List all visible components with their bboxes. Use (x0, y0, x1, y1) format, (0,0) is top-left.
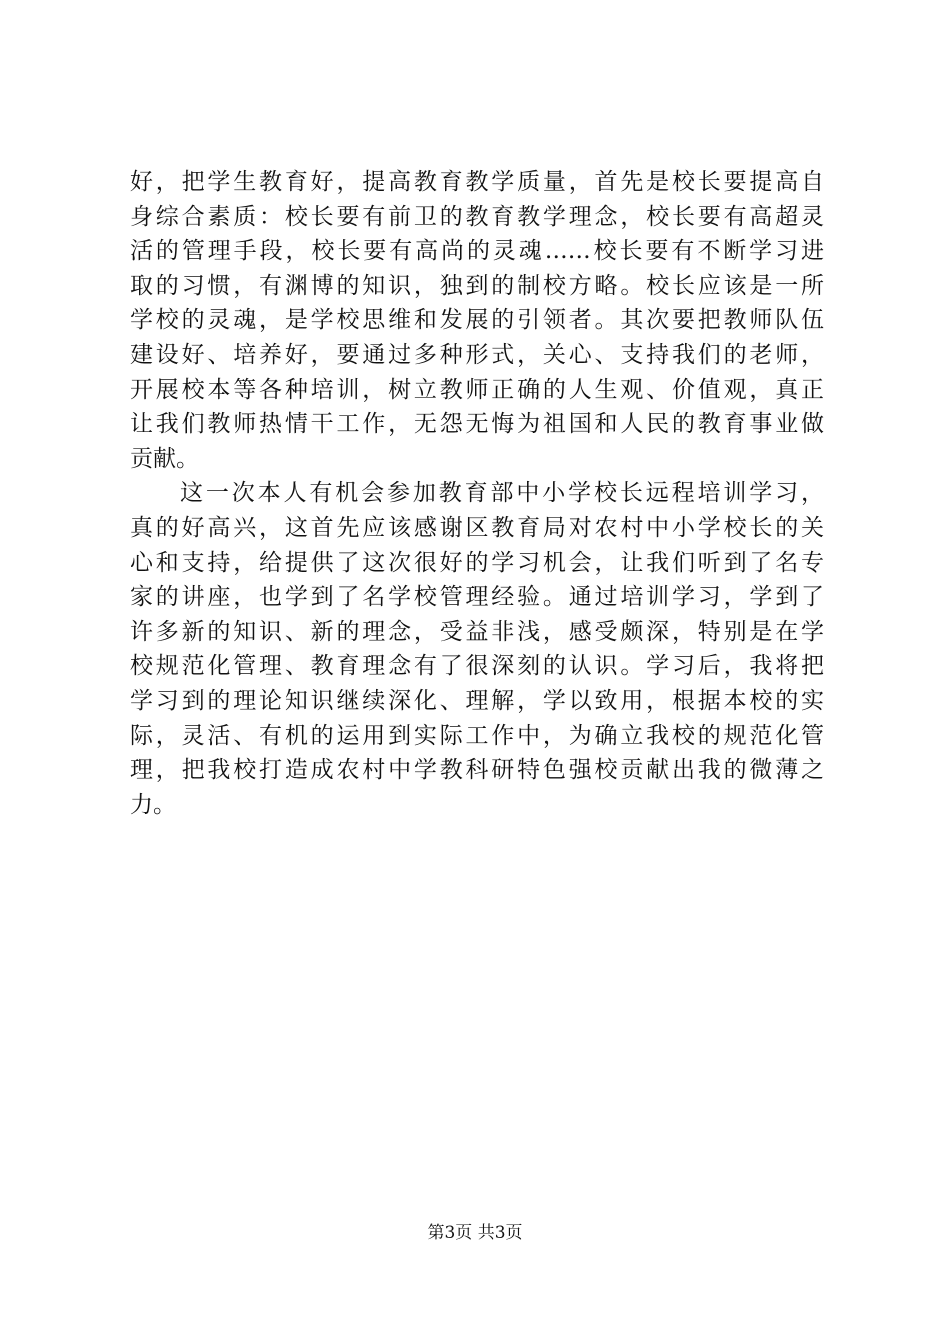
text-line: 这一次本人有机会参加教育部中小学校长远程培训学习， (180, 480, 824, 507)
text-line: 学习到的理论知识继续深化、理解，学以致用，根据本校的实 (130, 687, 824, 714)
text-line: 活的管理手段，校长要有高尚的灵魂……校长要有不断学习进 (130, 238, 824, 265)
page-number-footer: 第3页 共3页 (427, 1223, 523, 1243)
document-body (130, 165, 824, 822)
text-line: 贡献。 (130, 445, 199, 472)
text-line: 许多新的知识、新的理念，受益非浅，感受颇深，特别是在学 (130, 618, 824, 645)
text-line: 力。 (130, 791, 176, 818)
text-line: 学校的灵魂，是学校思维和发展的引领者。其次要把教师队伍 (130, 307, 824, 334)
text-line: 建设好、培养好，要通过多种形式，关心、支持我们的老师， (130, 341, 824, 368)
paragraph-2 (130, 476, 824, 822)
text-line: 家的讲座，也学到了名学校管理经验。通过培训学习，学到了 (130, 584, 824, 611)
text-line: 校规范化管理、教育理念有了很深刻的认识。学习后，我将把 (130, 653, 824, 680)
text-line: 理，把我校打造成农村中学教科研特色强校贡献出我的微薄之 (130, 757, 824, 784)
text-line: 让我们教师热情干工作，无怨无悔为祖国和人民的教育事业做 (130, 411, 824, 438)
text-line: 取的习惯，有渊博的知识，独到的制校方略。校长应该是一所 (130, 272, 824, 299)
text-line: 真的好高兴，这首先应该感谢区教育局对农村中小学校长的关 (130, 514, 824, 541)
text-line: 心和支持，给提供了这次很好的学习机会，让我们听到了名专 (130, 549, 824, 576)
text-line: 际，灵活、有机的运用到实际工作中，为确立我校的规范化管 (130, 722, 824, 749)
paragraph-1 (130, 165, 824, 476)
text-line: 身综合素质：校长要有前卫的教育教学理念，校长要有高超灵 (130, 203, 824, 230)
text-line: 好，把学生教育好，提高教育教学质量，首先是校长要提高自 (130, 169, 824, 195)
text-line: 开展校本等各种培训，树立教师正确的人生观、价值观，真正 (130, 376, 824, 403)
